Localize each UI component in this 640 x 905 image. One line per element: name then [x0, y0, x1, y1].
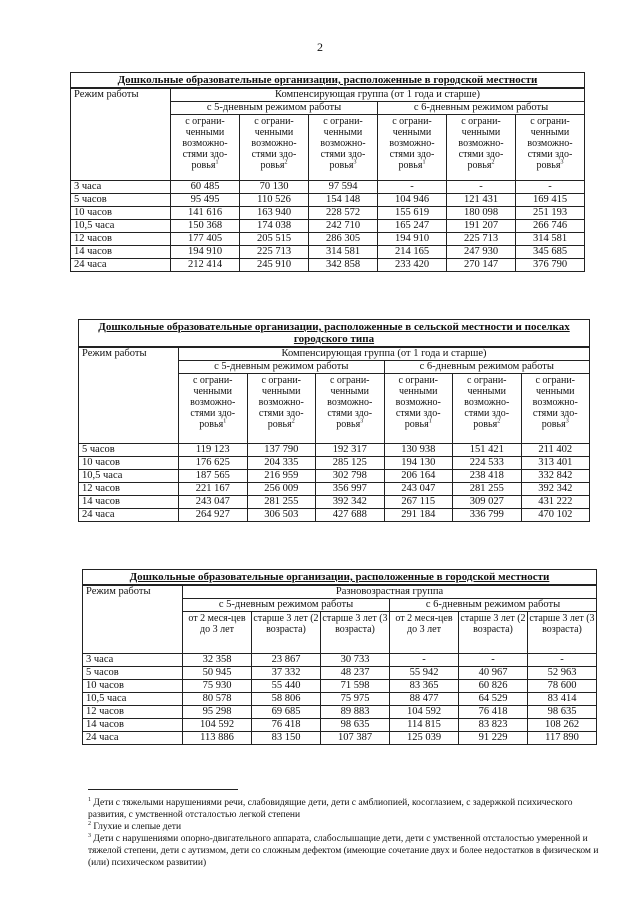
table-cell: 69 685 [252, 705, 321, 718]
table-cell: 212 414 [171, 258, 240, 271]
table-cell: - [528, 653, 597, 666]
table-row [71, 245, 585, 258]
table-cell: 228 572 [309, 206, 378, 219]
table-cell: 48 237 [321, 666, 390, 679]
table-row [83, 679, 597, 692]
table-cell: - [516, 180, 585, 193]
table-cell: 83 365 [390, 679, 459, 692]
category-header: с ограни-ченными возможно-стями здо-ровья$^1$ [179, 373, 248, 443]
table-cell: 247 930 [447, 245, 516, 258]
table-cell: 345 685 [516, 245, 585, 258]
table-row [79, 469, 590, 482]
table-row [83, 731, 597, 744]
subgroup-5-day: с 5-дневным режимом работы [171, 101, 378, 114]
table-cell: 309 027 [453, 495, 522, 508]
row-label: 14 часов [79, 495, 179, 508]
subgroup-5-day: с 5-дневным режимом работы [179, 360, 385, 373]
table-body [83, 653, 597, 744]
table-title: Дошкольные образовательные организации, расположенные в сельской местности и поселках городского типа [79, 320, 590, 348]
table-cell: - [447, 180, 516, 193]
table-cell: 266 746 [516, 219, 585, 232]
table-cell: 150 368 [171, 219, 240, 232]
footnote-2: $^2$ Глухие и слепые дети [88, 820, 182, 832]
table-cell: 216 959 [247, 469, 316, 482]
table-cell: 137 790 [247, 443, 316, 456]
table-body [79, 443, 590, 521]
footnote-1: $^1$ Дети с тяжелыми нарушениями речи, слабовидящие дети, дети с амблиопией, косоглазием, с задержкой психического развития, с умственной отсталостью легкой степени [88, 796, 573, 820]
table-cell: 291 184 [384, 508, 453, 521]
table-cell: 95 495 [171, 193, 240, 206]
table-cell: 75 975 [321, 692, 390, 705]
row-label: 10 часов [83, 679, 183, 692]
table-cell: - [459, 653, 528, 666]
table-cell: 302 798 [316, 469, 385, 482]
row-label: 14 часов [83, 718, 183, 731]
table-title: Дошкольные образовательные организации, расположенные в городской местности [83, 570, 597, 586]
table-cell: 98 635 [528, 705, 597, 718]
table-cell: 177 405 [171, 232, 240, 245]
table-title: Дошкольные образовательные организации, расположенные в городской местности [71, 73, 585, 89]
group-header: Разновозрастная группа [183, 585, 597, 598]
row-label: 10,5 часа [79, 469, 179, 482]
table-cell: 205 515 [240, 232, 309, 245]
table-row [71, 219, 585, 232]
table-cell: 169 415 [516, 193, 585, 206]
table-cell: 281 255 [453, 482, 522, 495]
table-cell: 267 115 [384, 495, 453, 508]
table-cell: 243 047 [384, 482, 453, 495]
table-cell: 104 592 [390, 705, 459, 718]
table-cell: 256 009 [247, 482, 316, 495]
table-cell: 98 635 [321, 718, 390, 731]
subgroup-6-day: с 6-дневным режимом работы [384, 360, 590, 373]
table-cell: - [390, 653, 459, 666]
table-row [79, 456, 590, 469]
table-cell: 78 600 [528, 679, 597, 692]
table-cell: 392 342 [521, 482, 590, 495]
row-label: 10,5 часа [71, 219, 171, 232]
table-cell: 70 130 [240, 180, 309, 193]
table-cell: 264 927 [179, 508, 248, 521]
footnote-separator [88, 789, 238, 790]
footnote-3: $^3$ Дети с нарушениями опорно-двигательного аппарата, слабослышащие дети, дети с умственной отсталостью умеренной и тяжелой степени, дети с аутизмом, дети со сложным дефектом (имеющие сочетание двух и более недостатков в физическом и (или) психическом развитии) [88, 832, 599, 868]
table-cell: 211 402 [521, 443, 590, 456]
table-cell: 194 910 [171, 245, 240, 258]
row-header: Режим работы [83, 585, 183, 653]
table-cell: 192 317 [316, 443, 385, 456]
table-cell: 194 130 [384, 456, 453, 469]
table-cell: 151 421 [453, 443, 522, 456]
table-rural-compensating [78, 319, 590, 522]
table-cell: 336 799 [453, 508, 522, 521]
table-cell: 121 431 [447, 193, 516, 206]
category-header: старше 3 лет (2 возраста) [252, 611, 321, 653]
row-label: 10 часов [71, 206, 171, 219]
table-cell: 314 581 [309, 245, 378, 258]
table-cell: 76 418 [252, 718, 321, 731]
table-cell: 117 890 [528, 731, 597, 744]
table-cell: 40 967 [459, 666, 528, 679]
category-header: с ограни-ченными возможно-стями здо-ровья$^1$ [171, 114, 240, 180]
category-header: с ограни-ченными возможно-стями здо-ровья$^2$ [247, 373, 316, 443]
table-cell: 376 790 [516, 258, 585, 271]
table-cell: 108 262 [528, 718, 597, 731]
table-cell: 251 193 [516, 206, 585, 219]
table-cell: 342 858 [309, 258, 378, 271]
row-label: 5 часов [83, 666, 183, 679]
table-cell: 332 842 [521, 469, 590, 482]
subgroup-5-day: с 5-дневным режимом работы [183, 598, 390, 611]
table-cell: 113 886 [183, 731, 252, 744]
row-label: 3 часа [71, 180, 171, 193]
table-cell: 242 710 [309, 219, 378, 232]
table-cell: 187 565 [179, 469, 248, 482]
table-cell: 58 806 [252, 692, 321, 705]
row-label: 14 часов [71, 245, 171, 258]
table-row [71, 232, 585, 245]
table-cell: 155 619 [378, 206, 447, 219]
table-row [83, 718, 597, 731]
table-cell: 76 418 [459, 705, 528, 718]
row-label: 12 часов [83, 705, 183, 718]
table-cell: 313 401 [521, 456, 590, 469]
table-row [79, 482, 590, 495]
table-cell: 154 148 [309, 193, 378, 206]
table-row [83, 705, 597, 718]
table-cell: 71 598 [321, 679, 390, 692]
category-header: от 2 меся-цев до 3 лет [183, 611, 252, 653]
table-cell: 97 594 [309, 180, 378, 193]
table-cell: 52 963 [528, 666, 597, 679]
table-cell: 55 440 [252, 679, 321, 692]
table-cell: 125 039 [390, 731, 459, 744]
table-cell: 224 533 [453, 456, 522, 469]
table-cell: 356 997 [316, 482, 385, 495]
table-cell: 238 418 [453, 469, 522, 482]
table-cell: 23 867 [252, 653, 321, 666]
table-cell: 286 305 [309, 232, 378, 245]
table-cell: 141 616 [171, 206, 240, 219]
table-cell: 225 713 [447, 232, 516, 245]
table-cell: 427 688 [316, 508, 385, 521]
group-header: Компенсирующая группа (от 1 года и старше) [171, 88, 585, 101]
subgroup-6-day: с 6-дневным режимом работы [390, 598, 597, 611]
table-cell: 110 526 [240, 193, 309, 206]
category-header: старше 3 лет (3 возраста) [321, 611, 390, 653]
table-cell: 32 358 [183, 653, 252, 666]
table-cell: 55 942 [390, 666, 459, 679]
table-cell: 206 164 [384, 469, 453, 482]
table-cell: 245 910 [240, 258, 309, 271]
table-cell: 225 713 [240, 245, 309, 258]
category-header: с ограни-ченными возможно-стями здо-ровья$^2$ [240, 114, 309, 180]
table-cell: 60 826 [459, 679, 528, 692]
table-cell: 392 342 [316, 495, 385, 508]
table-cell: - [378, 180, 447, 193]
page-number: 2 [317, 40, 323, 54]
table-cell: 174 038 [240, 219, 309, 232]
category-header: с ограни-ченными возможно-стями здо-ровья$^3$ [521, 373, 590, 443]
table-body [71, 180, 585, 271]
row-label: 3 часа [83, 653, 183, 666]
table-cell: 83 150 [252, 731, 321, 744]
table-cell: 270 147 [447, 258, 516, 271]
table-cell: 243 047 [179, 495, 248, 508]
table-cell: 107 387 [321, 731, 390, 744]
category-header: от 2 меся-цев до 3 лет [390, 611, 459, 653]
table-cell: 130 938 [384, 443, 453, 456]
table-row [71, 258, 585, 271]
table-row [71, 193, 585, 206]
category-header: с ограни-ченными возможно-стями здо-ровья$^2$ [447, 114, 516, 180]
table-row [83, 692, 597, 705]
table-cell: 83 823 [459, 718, 528, 731]
table-cell: 37 332 [252, 666, 321, 679]
subgroup-6-day: с 6-дневным режимом работы [378, 101, 585, 114]
row-label: 12 часов [71, 232, 171, 245]
table-cell: 431 222 [521, 495, 590, 508]
table-urban-compensating [70, 72, 585, 272]
table-cell: 163 940 [240, 206, 309, 219]
table-cell: 285 125 [316, 456, 385, 469]
category-header: старше 3 лет (2 возраста) [459, 611, 528, 653]
table-cell: 91 229 [459, 731, 528, 744]
table-cell: 95 298 [183, 705, 252, 718]
table-cell: 80 578 [183, 692, 252, 705]
table-cell: 88 477 [390, 692, 459, 705]
table-cell: 83 414 [528, 692, 597, 705]
row-header: Режим работы [71, 88, 171, 180]
table-cell: 281 255 [247, 495, 316, 508]
table-row [83, 666, 597, 679]
table-cell: 233 420 [378, 258, 447, 271]
table-cell: 214 165 [378, 245, 447, 258]
table-cell: 176 625 [179, 456, 248, 469]
table-cell: 89 883 [321, 705, 390, 718]
table-row [79, 508, 590, 521]
table-row [71, 180, 585, 193]
row-label: 12 часов [79, 482, 179, 495]
row-header: Режим работы [79, 347, 179, 443]
table-cell: 470 102 [521, 508, 590, 521]
category-header: с ограни-ченными возможно-стями здо-ровья$^3$ [309, 114, 378, 180]
row-label: 24 часа [83, 731, 183, 744]
group-header: Компенсирующая группа (от 1 года и старше) [179, 347, 590, 360]
table-cell: 194 910 [378, 232, 447, 245]
table-row [83, 653, 597, 666]
row-label: 10 часов [79, 456, 179, 469]
table-cell: 75 930 [183, 679, 252, 692]
category-header: с ограни-ченными возможно-стями здо-ровья$^3$ [516, 114, 585, 180]
table-cell: 64 529 [459, 692, 528, 705]
table-cell: 180 098 [447, 206, 516, 219]
table-cell: 165 247 [378, 219, 447, 232]
table-cell: 60 485 [171, 180, 240, 193]
row-label: 24 часа [71, 258, 171, 271]
category-header: с ограни-ченными возможно-стями здо-ровья$^2$ [453, 373, 522, 443]
row-label: 24 часа [79, 508, 179, 521]
table-row [79, 495, 590, 508]
category-header: с ограни-ченными возможно-стями здо-ровья$^3$ [316, 373, 385, 443]
row-label: 5 часов [71, 193, 171, 206]
table-cell: 119 123 [179, 443, 248, 456]
table-cell: 191 207 [447, 219, 516, 232]
category-header: старше 3 лет (3 возраста) [528, 611, 597, 653]
category-header: с ограни-ченными возможно-стями здо-ровья$^1$ [378, 114, 447, 180]
table-cell: 306 503 [247, 508, 316, 521]
table-cell: 221 167 [179, 482, 248, 495]
table-cell: 204 335 [247, 456, 316, 469]
table-cell: 114 815 [390, 718, 459, 731]
table-urban-mixed-age [82, 569, 597, 745]
table-row [71, 206, 585, 219]
table-cell: 50 945 [183, 666, 252, 679]
table-cell: 314 581 [516, 232, 585, 245]
table-cell: 30 733 [321, 653, 390, 666]
category-header: с ограни-ченными возможно-стями здо-ровья$^1$ [384, 373, 453, 443]
table-cell: 104 592 [183, 718, 252, 731]
table-row [79, 443, 590, 456]
row-label: 10,5 часа [83, 692, 183, 705]
footnotes [88, 797, 608, 869]
row-label: 5 часов [79, 443, 179, 456]
table-cell: 104 946 [378, 193, 447, 206]
